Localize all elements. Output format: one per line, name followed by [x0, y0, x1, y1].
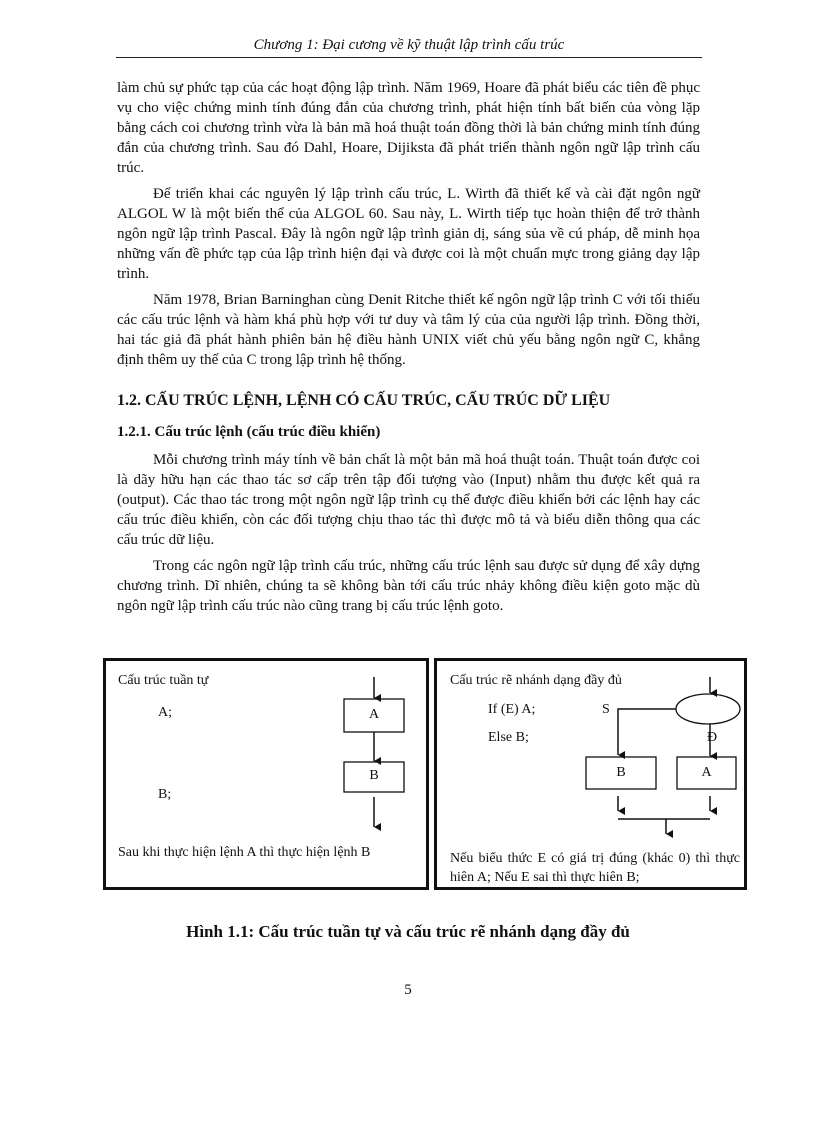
sequential-box-b-label: B	[369, 768, 379, 783]
page-number: 5	[404, 982, 412, 998]
arrow-false-branch	[618, 709, 676, 755]
sequential-title: Cấu trúc tuần tự	[118, 673, 209, 688]
figure-caption: Hình 1.1: Cấu trúc tuần tự và cấu trúc rẽ nhánh dạng đầy đủ	[186, 922, 630, 941]
sequential-stmt-a: A;	[158, 705, 172, 720]
branch-code-if: If (E) A;	[488, 702, 536, 717]
section-heading: 1.2. CẤU TRÚC LỆNH, LỆNH CÓ CẤU TRÚC, CẤU TRÚC DỮ LIỆU	[117, 392, 611, 409]
branch-caption: Nếu biểu thức E có giá trị đúng (khác 0) thì thực hiên A; Nếu E sai thì thực hiên B;	[450, 851, 740, 885]
branch-label-true: Đ	[707, 730, 718, 745]
paragraph-1: làm chủ sự phức tạp của các hoạt động lập trình. Năm 1969, Hoare đã phát biểu các tiên đề phục vụ cho việc chứng minh tính đúng đắn của chương trình, phát hiện tính bất biến của vòng lặp bằng cách coi chương trình vừa là bản mã hoá thuật toán đồng thời là bản chứng minh tính đúng đắn của chương trình. Sau đó Dahl, Hoare, Dijiksta đã phát triển thành ngôn ngữ lập trình cấu trúc.	[117, 80, 700, 176]
running-header: Chương 1: Đại cương về kỹ thuật lập trình cấu trúc	[253, 37, 565, 53]
branch-code-else: Else B;	[488, 730, 529, 745]
branch-label-false: S	[602, 702, 610, 717]
paragraph-4: Mỗi chương trình máy tính về bản chất là một bản mã hoá thuật toán. Thuật toán được coi là dãy hữu hạn các thao tác sơ cấp trên tập đối tượng vào (Input) nhằm thu được kết quả ra (output). Các thao tác trong một ngôn ngữ lập trình cụ thể được điều khiển bởi các lệnh hay các cấu trúc điều khiển, còn các đối tượng chịu thao tác thì được mô tả và biểu diễn thông qua các cấu trúc dữ liệu.	[117, 452, 700, 548]
sequential-structure-panel	[103, 658, 429, 890]
sequential-stmt-b: B;	[158, 787, 172, 802]
condition-oval	[676, 694, 740, 724]
body-text	[117, 78, 700, 622]
paragraph-5: Trong các ngôn ngữ lập trình cấu trúc, những cấu trúc lệnh sau được sử dụng để xây dựng chương trình. Dĩ nhiên, chúng ta sẽ không bàn tới cấu trúc nhảy không điều kiện goto mặc dù ngôn ngữ lập trình cấu trúc nào cũng trang bị cấu trúc lệnh goto.	[117, 558, 700, 614]
header-rule	[116, 57, 702, 58]
branch-structure-panel	[434, 658, 747, 890]
branch-box-b-label: B	[616, 765, 626, 780]
subsection-heading: 1.2.1. Cấu trúc lệnh (cấu trúc điều khiển)	[117, 424, 381, 440]
paragraph-2: Để triển khai các nguyên lý lập trình cấu trúc, L. Wirth đã thiết kế và cài đặt ngôn ngữ ALGOL W là một biến thể của ALGOL 60. Sau này, L. Wirth tiếp tục hoàn thiện để trở thành ngôn ngữ lập trình Pascal. Đây là ngôn ngữ lập trình giản dị, sáng sủa về cú pháp, dễ minh họa những vấn đề phức tạp của lập trình hiện đại và được coi là một chuẩn mực trong giảng dạy lập trình.	[117, 186, 700, 282]
sequential-caption: Sau khi thực hiện lệnh A thì thực hiện lệnh B	[118, 845, 371, 860]
branch-box-a-label: A	[701, 765, 712, 780]
sequential-box-a-label: A	[368, 707, 380, 722]
branch-title: Cấu trúc rẽ nhánh dạng đầy đủ	[450, 673, 622, 688]
paragraph-3: Năm 1978, Brian Barninghan cùng Denit Ritche thiết kế ngôn ngữ lập trình C với tối thiểu các cấu trúc lệnh và hàm khá phù hợp với tư duy và tâm lý của của người lập trình. Đồng thời, hai tác giả đã phát hành phiên bản hệ điều hành UNIX viết chủ yếu bằng ngôn ngữ C, khẳng định thêm uy thế của C trong lập trình hệ thống.	[117, 292, 700, 368]
